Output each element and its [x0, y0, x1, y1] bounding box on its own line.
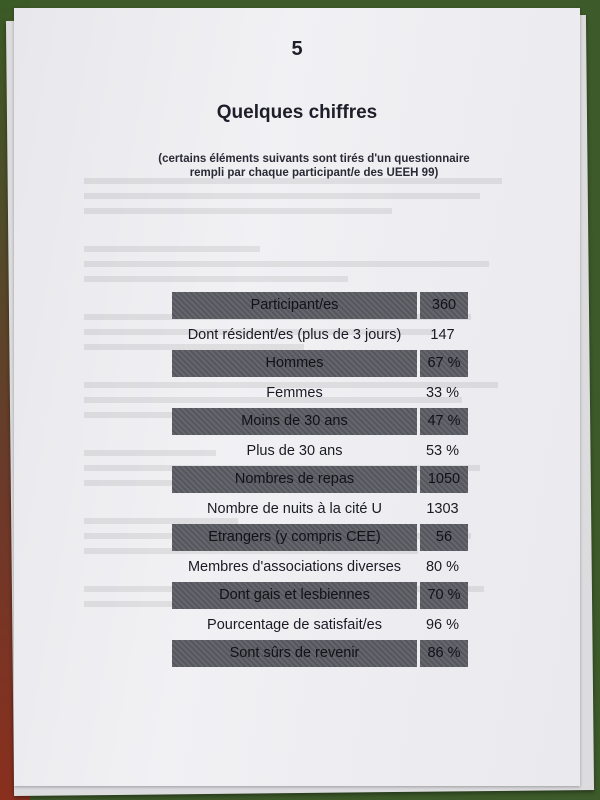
stat-value: 1050 — [420, 466, 468, 493]
stat-row — [172, 408, 468, 435]
stat-label: Etrangers (y compris CEE) — [172, 524, 417, 551]
page-number: 5 — [291, 38, 303, 60]
subtitle-line-2: rempli par chaque participant/e des UEEH 99) — [189, 167, 439, 179]
page-subtitle — [124, 152, 504, 180]
stat-value: 56 — [420, 524, 468, 551]
stat-label: Sont sûrs de revenir — [172, 640, 417, 667]
stat-row — [172, 321, 468, 348]
stat-row — [172, 350, 468, 377]
stat-label: Membres d'associations diverses — [187, 558, 402, 575]
stat-row — [172, 524, 468, 551]
page-title: Quelques chiffres — [216, 102, 378, 123]
document-page — [14, 8, 580, 786]
stat-label: Nombres de repas — [172, 466, 417, 493]
subtitle-line-1: (certains éléments suivants sont tirés d'un questionnaire — [158, 153, 470, 165]
stat-label: Pourcentage de satisfait/es — [207, 616, 382, 633]
stat-value: 96 % — [425, 616, 460, 633]
stat-value: 70 % — [420, 582, 468, 609]
stat-value: 86 % — [420, 640, 468, 667]
stat-label: Participant/es — [172, 292, 417, 319]
stat-value: 360 — [420, 292, 468, 319]
statistics-table — [172, 292, 468, 669]
stat-label: Femmes — [266, 384, 323, 401]
stat-label: Dont gais et lesbiennes — [172, 582, 417, 609]
stat-row — [172, 292, 468, 319]
stat-label: Nombre de nuits à la cité U — [207, 500, 382, 517]
stat-value: 1303 — [426, 500, 459, 517]
stat-value: 53 % — [425, 442, 460, 459]
stat-row — [172, 495, 468, 522]
stat-label: Dont résident/es (plus de 3 jours) — [187, 326, 402, 343]
stat-row — [172, 582, 468, 609]
stat-value: 80 % — [425, 558, 460, 575]
stat-row — [172, 379, 468, 406]
stat-label: Moins de 30 ans — [172, 408, 417, 435]
stat-row — [172, 553, 468, 580]
stat-value: 147 — [430, 326, 455, 343]
stat-value: 67 % — [420, 350, 468, 377]
stat-label: Hommes — [172, 350, 417, 377]
stat-value: 47 % — [420, 408, 468, 435]
stat-row — [172, 437, 468, 464]
stat-value: 33 % — [425, 384, 460, 401]
stat-row — [172, 611, 468, 638]
stat-row — [172, 466, 468, 493]
stat-row — [172, 640, 468, 667]
stat-label: Plus de 30 ans — [246, 442, 343, 459]
